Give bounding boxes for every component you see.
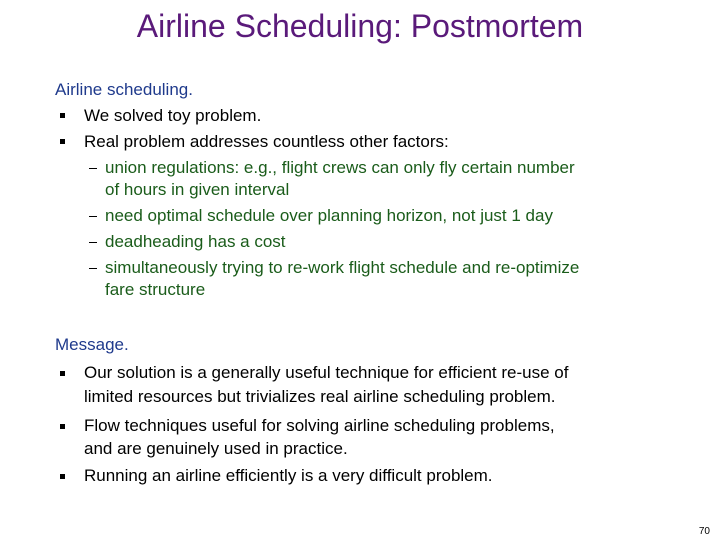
- bullet-icon: [60, 371, 65, 376]
- bullet-text: Real problem addresses countless other factors:: [84, 132, 449, 151]
- sub-text-line: union regulations: e.g., flight crews can only fly certain number: [105, 158, 575, 177]
- bullet-text: Running an airline efficiently is a very difficult problem.: [84, 466, 493, 485]
- bullet-icon: [60, 139, 65, 144]
- section-heading-airline: Airline scheduling.: [55, 80, 193, 99]
- sub-text-line: need optimal schedule over planning horizon, not just 1 day: [105, 206, 553, 225]
- dash-icon: [89, 268, 97, 269]
- sub-text-line: deadheading has a cost: [105, 232, 286, 251]
- bullet-icon: [60, 113, 65, 118]
- sub-text-line: fare structure: [105, 280, 206, 299]
- bullet-icon: [60, 424, 65, 429]
- dash-icon: [89, 216, 97, 217]
- bullet-icon: [60, 474, 65, 479]
- bullet-text: limited resources but trivializes real airline scheduling problem.: [84, 387, 556, 406]
- section-heading-message: Message.: [55, 335, 129, 354]
- sub-text-line: simultaneously trying to re-work flight schedule and re-optimize: [105, 258, 580, 277]
- page-number: 70: [698, 526, 710, 537]
- dash-icon: [89, 168, 97, 169]
- dash-icon: [89, 242, 97, 243]
- bullet-text: We solved toy problem.: [84, 106, 262, 125]
- bullet-text: Our solution is a generally useful technique for efficient re-use of: [84, 363, 569, 382]
- bullet-text: and are genuinely used in practice.: [84, 439, 348, 458]
- sub-text-line: of hours in given interval: [105, 180, 290, 199]
- page-title: Airline Scheduling: Postmortem: [136, 8, 584, 44]
- bullet-text: Flow techniques useful for solving airline scheduling problems,: [84, 416, 555, 435]
